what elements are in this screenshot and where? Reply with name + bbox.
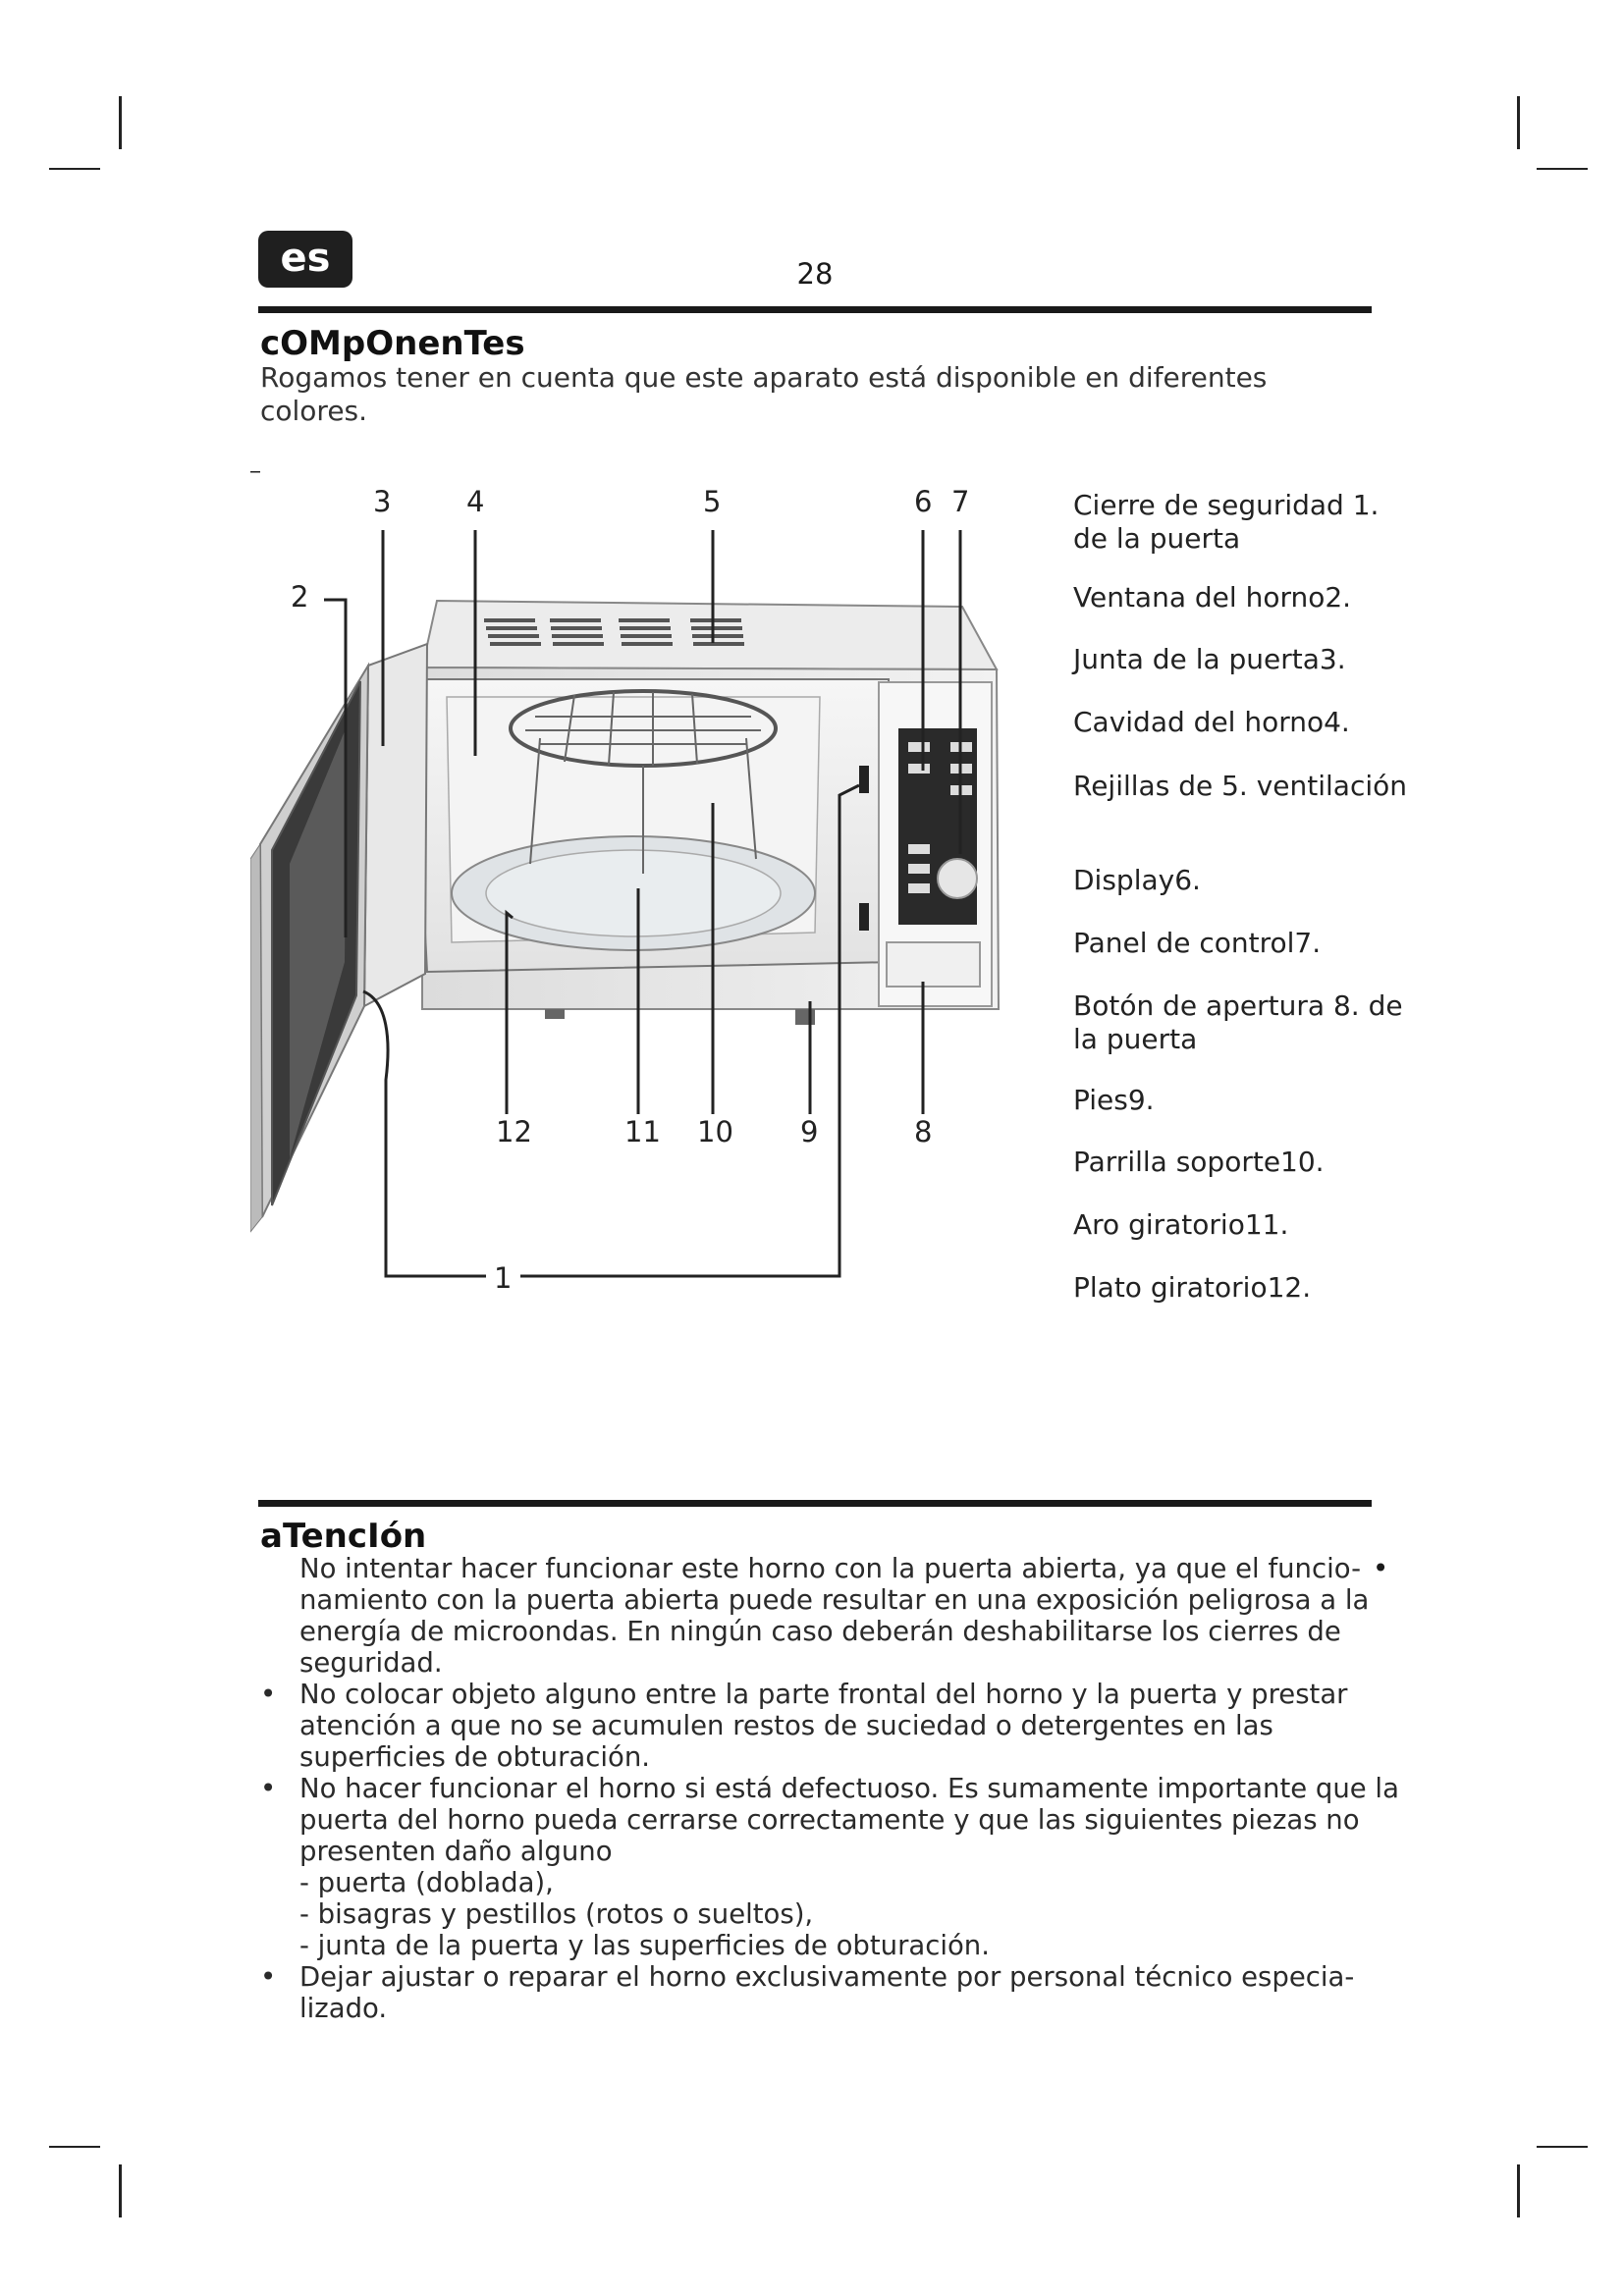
- legend-item: Junta de la puerta3.: [1073, 643, 1346, 675]
- attention-item: No intentar hacer funcionar este horno con la puerta abierta, ya que el funcio- namiento con la puerta abierta puede resultar en una exposición peligrosa a la energía de microondas. En ningún caso deberán deshabilitarse los cierres de seguridad.: [299, 1553, 1370, 1679]
- list-item: [260, 1961, 1399, 2024]
- callout-5: 5: [703, 485, 722, 518]
- attention-item: No hacer funcionar el horno si está defectuoso. Es sumamente importante que la puerta del horno pueda cerrarse correctamente y que las siguientes piezas no presenten daño alguno: [299, 1773, 1399, 1867]
- attention-list: [260, 1553, 1399, 2024]
- bullet: •: [260, 1961, 277, 1993]
- callout-2: 2: [291, 580, 309, 614]
- list-item: [260, 1679, 1399, 1773]
- crop-mark: [119, 2164, 122, 2217]
- callout-3: 3: [373, 485, 392, 518]
- legend-item: Cavidad del horno4.: [1073, 706, 1350, 738]
- components-title: cOMpOnenTes: [260, 324, 525, 363]
- crop-mark: [1517, 2164, 1520, 2217]
- legend-item: Botón de apertura 8. de la puerta: [1073, 989, 1403, 1055]
- legend-item: Parrilla soporte10.: [1073, 1146, 1325, 1178]
- callout-8: 8: [914, 1115, 933, 1148]
- bullet: •: [1373, 1553, 1389, 1584]
- attention-item: Dejar ajustar o reparar el horno exclusivamente por personal técnico especia- lizado.: [299, 1961, 1355, 2024]
- callout-9: 9: [800, 1115, 819, 1148]
- crop-mark: [49, 2146, 100, 2148]
- components-intro: Rogamos tener en cuenta que este aparato está disponible en diferentes colores.: [260, 361, 1268, 427]
- legend-item: Pies9.: [1073, 1084, 1155, 1116]
- legend-item: Cierre de seguridad 1. de la puerta: [1073, 489, 1380, 555]
- legend-item: Aro giratorio11.: [1073, 1208, 1289, 1241]
- crop-mark: [1537, 2146, 1588, 2148]
- bullet: •: [260, 1773, 277, 1804]
- language-badge: es: [258, 231, 352, 288]
- callout-7: 7: [951, 485, 970, 518]
- legend-item: Display6.: [1073, 864, 1201, 896]
- bullet: •: [260, 1679, 277, 1710]
- attention-title: aTencIón: [260, 1517, 427, 1556]
- attention-item: No colocar objeto alguno entre la parte frontal del horno y la puerta y prestar atención a que no se acumulen restos de suciedad o detergentes en las superficies de obturación.: [299, 1679, 1348, 1773]
- legend-item: Rejillas de 5. ventilación: [1073, 770, 1407, 802]
- list-item: [260, 1553, 1399, 1679]
- attention-subitem: - bisagras y pestillos (rotos o sueltos),: [299, 1898, 814, 1930]
- legend-item: Ventana del horno2.: [1073, 581, 1352, 614]
- callout-6: 6: [914, 485, 933, 518]
- legend-item: Panel de control7.: [1073, 927, 1322, 959]
- attention-subitem: - junta de la puerta y las superficies de obturación.: [299, 1930, 990, 1961]
- callout-12: 12: [496, 1115, 532, 1148]
- callout-11: 11: [624, 1115, 661, 1148]
- callout-4: 4: [466, 485, 485, 518]
- attention-subitem: - puerta (doblada),: [299, 1867, 554, 1898]
- list-item: [260, 1773, 1399, 1961]
- callout-1: 1: [494, 1261, 513, 1295]
- section-rule: [258, 1500, 1372, 1507]
- legend-item: Plato giratorio12.: [1073, 1271, 1312, 1304]
- page-number: 28: [796, 257, 834, 291]
- callout-10: 10: [697, 1115, 733, 1148]
